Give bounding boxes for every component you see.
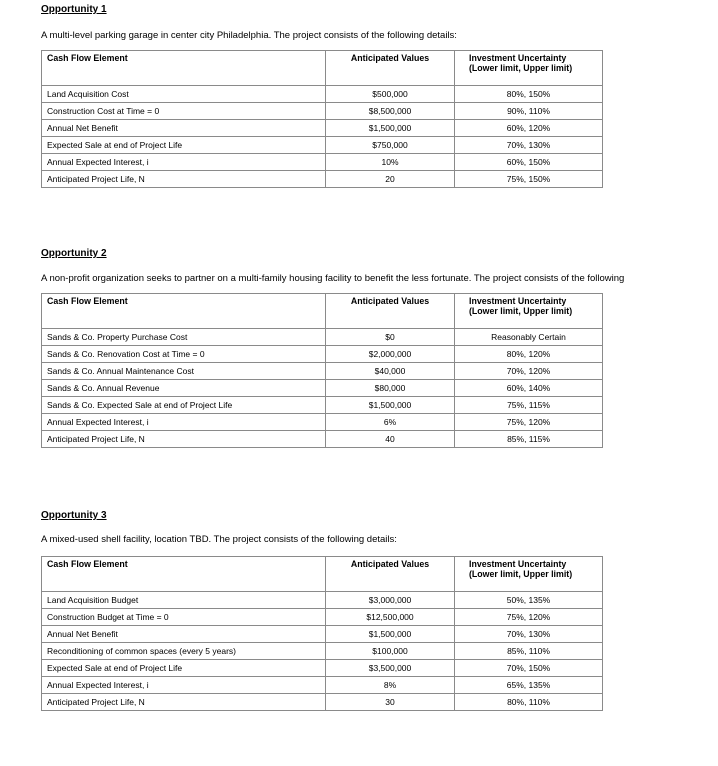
table-row — [42, 329, 603, 346]
opportunity-3-description: A mixed-used shell facility, location TBD. The project consists of the following details: — [41, 534, 397, 545]
cell-element: Annual Net Benefit — [42, 120, 326, 137]
cell-element: Anticipated Project Life, N — [42, 694, 326, 711]
cell-uncertainty: 60%, 140% — [455, 380, 603, 397]
table-row — [42, 346, 603, 363]
cell-value: $40,000 — [326, 363, 455, 380]
cell-value: $1,500,000 — [326, 120, 455, 137]
cell-uncertainty: 60%, 150% — [455, 154, 603, 171]
header-cash-flow-element: Cash Flow Element — [42, 51, 326, 86]
cell-element: Annual Expected Interest, i — [42, 154, 326, 171]
cell-uncertainty: 80%, 110% — [455, 694, 603, 711]
cell-value: $500,000 — [326, 86, 455, 103]
cell-element: Sands & Co. Renovation Cost at Time = 0 — [42, 346, 326, 363]
cell-value: $1,500,000 — [326, 397, 455, 414]
header-investment-uncertainty: Investment Uncertainty (Lower limit, Upper limit) — [455, 294, 603, 329]
table-row — [42, 414, 603, 431]
cell-element: Expected Sale at end of Project Life — [42, 137, 326, 154]
cell-uncertainty: 75%, 120% — [455, 414, 603, 431]
table-row — [42, 171, 603, 188]
cell-element: Annual Expected Interest, i — [42, 414, 326, 431]
cell-uncertainty: 70%, 130% — [455, 626, 603, 643]
cell-value: 6% — [326, 414, 455, 431]
cell-element: Land Acquisition Budget — [42, 592, 326, 609]
cell-value: $8,500,000 — [326, 103, 455, 120]
table-row — [42, 137, 603, 154]
cell-uncertainty: 70%, 120% — [455, 363, 603, 380]
opportunity-3-title: Opportunity 3 — [41, 510, 107, 521]
header-cash-flow-element: Cash Flow Element — [42, 294, 326, 329]
table-row — [42, 86, 603, 103]
cell-uncertainty: 65%, 135% — [455, 677, 603, 694]
table-row — [42, 120, 603, 137]
table-row — [42, 660, 603, 677]
cell-uncertainty: 75%, 115% — [455, 397, 603, 414]
cell-element: Annual Expected Interest, i — [42, 677, 326, 694]
table-row — [42, 592, 603, 609]
cell-value: $100,000 — [326, 643, 455, 660]
header-anticipated-values: Anticipated Values — [326, 557, 455, 592]
cell-element: Annual Net Benefit — [42, 626, 326, 643]
cell-value: $1,500,000 — [326, 626, 455, 643]
header-anticipated-values: Anticipated Values — [326, 294, 455, 329]
table-row — [42, 643, 603, 660]
table-row — [42, 431, 603, 448]
opportunity-1-description: A multi-level parking garage in center city Philadelphia. The project consists of the following details: — [41, 30, 457, 41]
cell-uncertainty: 75%, 120% — [455, 609, 603, 626]
cell-value: $2,000,000 — [326, 346, 455, 363]
cell-uncertainty: 70%, 130% — [455, 137, 603, 154]
table-row — [42, 626, 603, 643]
cell-value: 10% — [326, 154, 455, 171]
table-row — [42, 694, 603, 711]
cell-element: Sands & Co. Annual Maintenance Cost — [42, 363, 326, 380]
opportunity-3-table — [41, 556, 603, 711]
cell-value: 20 — [326, 171, 455, 188]
cell-uncertainty: 85%, 110% — [455, 643, 603, 660]
header-investment-uncertainty: Investment Uncertainty (Lower limit, Upper limit) — [455, 557, 603, 592]
table-header-row — [42, 51, 603, 86]
cell-element: Construction Budget at Time = 0 — [42, 609, 326, 626]
table-row — [42, 397, 603, 414]
cell-uncertainty: 90%, 110% — [455, 103, 603, 120]
cell-element: Sands & Co. Property Purchase Cost — [42, 329, 326, 346]
table-row — [42, 363, 603, 380]
cell-value: $80,000 — [326, 380, 455, 397]
cell-element: Anticipated Project Life, N — [42, 171, 326, 188]
opportunity-1-title: Opportunity 1 — [41, 4, 107, 15]
cell-value: 40 — [326, 431, 455, 448]
cell-element: Land Acquisition Cost — [42, 86, 326, 103]
cell-element: Construction Cost at Time = 0 — [42, 103, 326, 120]
cell-uncertainty: 75%, 150% — [455, 171, 603, 188]
cell-element: Reconditioning of common spaces (every 5 years) — [42, 643, 326, 660]
opportunity-2-description: A non-profit organization seeks to partner on a multi-family housing facility to benefit the less fortunate. The project consists of the following — [41, 273, 625, 284]
cell-uncertainty: 50%, 135% — [455, 592, 603, 609]
cell-element: Anticipated Project Life, N — [42, 431, 326, 448]
opportunity-2-title: Opportunity 2 — [41, 248, 107, 259]
cell-uncertainty: 85%, 115% — [455, 431, 603, 448]
table-row — [42, 380, 603, 397]
table-header-row — [42, 294, 603, 329]
cell-uncertainty: 70%, 150% — [455, 660, 603, 677]
cell-value: $750,000 — [326, 137, 455, 154]
header-cash-flow-element: Cash Flow Element — [42, 557, 326, 592]
cell-value: $0 — [326, 329, 455, 346]
cell-element: Sands & Co. Annual Revenue — [42, 380, 326, 397]
table-row — [42, 677, 603, 694]
cell-uncertainty: Reasonably Certain — [455, 329, 603, 346]
cell-value: $3,500,000 — [326, 660, 455, 677]
header-anticipated-values: Anticipated Values — [326, 51, 455, 86]
header-investment-uncertainty: Investment Uncertainty (Lower limit, Upper limit) — [455, 51, 603, 86]
cell-value: 30 — [326, 694, 455, 711]
cell-value: 8% — [326, 677, 455, 694]
table-row — [42, 103, 603, 120]
opportunity-2-table — [41, 293, 603, 448]
cell-value: $3,000,000 — [326, 592, 455, 609]
table-row — [42, 154, 603, 171]
cell-element: Sands & Co. Expected Sale at end of Project Life — [42, 397, 326, 414]
cell-uncertainty: 60%, 120% — [455, 120, 603, 137]
cell-value: $12,500,000 — [326, 609, 455, 626]
table-row — [42, 609, 603, 626]
cell-uncertainty: 80%, 120% — [455, 346, 603, 363]
table-header-row — [42, 557, 603, 592]
cell-element: Expected Sale at end of Project Life — [42, 660, 326, 677]
opportunity-1-table — [41, 50, 603, 188]
cell-uncertainty: 80%, 150% — [455, 86, 603, 103]
